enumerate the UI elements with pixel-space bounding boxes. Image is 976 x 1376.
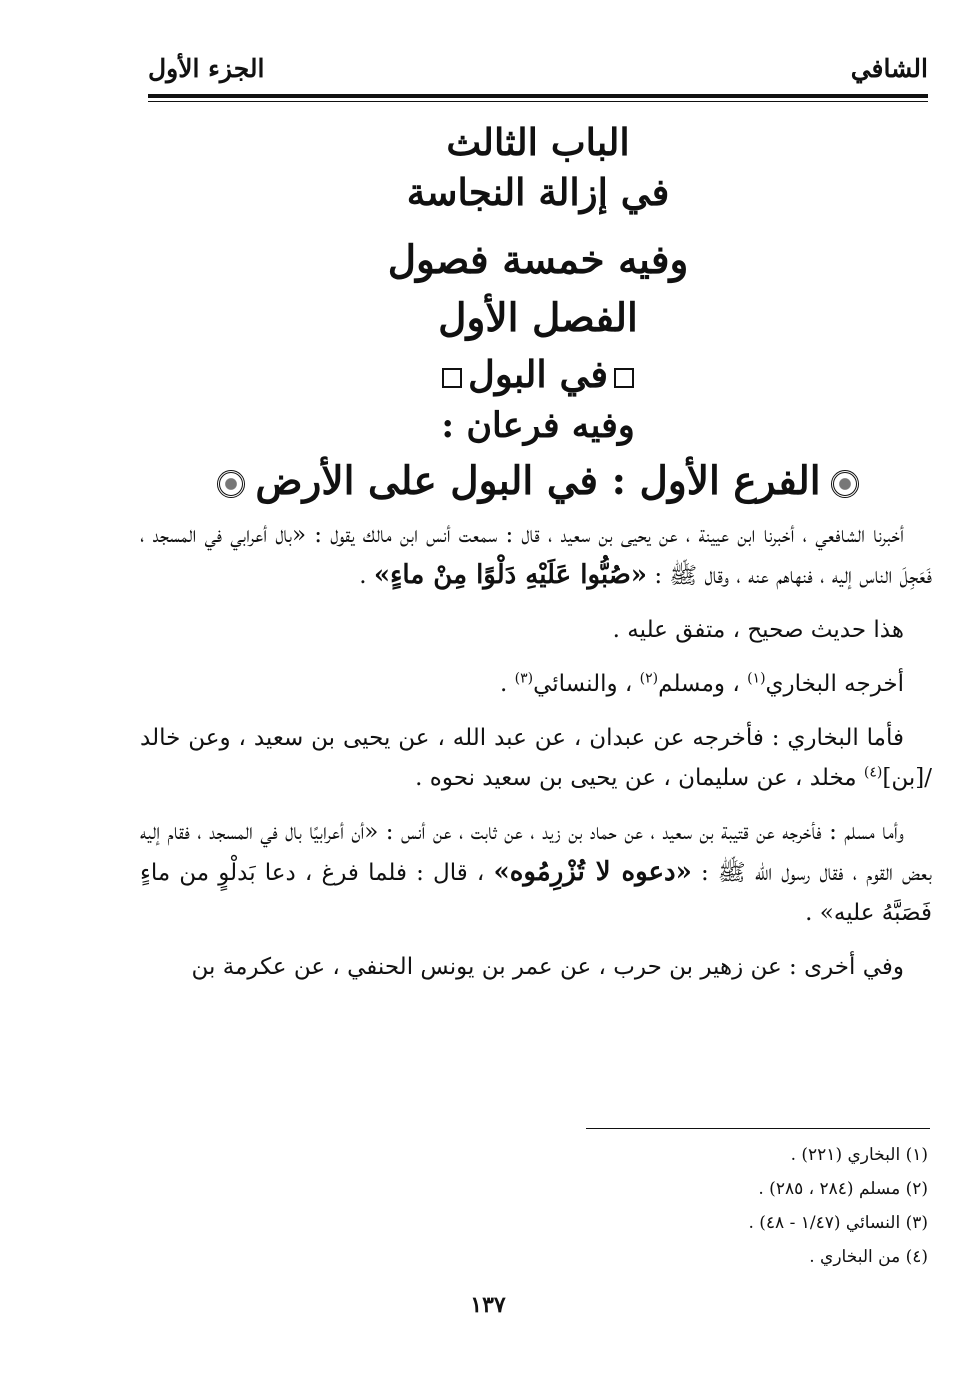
sections-count: وفيه خمسة فصول — [387, 237, 689, 283]
hadith-quote-2: «دعوه لا تُزْرِمُوه» — [493, 857, 692, 887]
paragraph-3 — [140, 664, 932, 704]
paragraph-4 — [140, 718, 932, 798]
p1-end: . — [359, 563, 374, 589]
footnotes — [400, 1138, 928, 1274]
footnote-rule — [586, 1128, 930, 1129]
square-ornament-icon — [442, 368, 462, 388]
p1-text: أخبرنا الشافعي ، أخبرنا ابن عيينة ، عن يحيى بن سعيد ، قال : سمعت أنس ابن مالك يقول : «بال أعرابي في المسجد ، فَعَجِلَ الناس إليه ، فنهاهم عنه ، وقال ﷺ : — [140, 522, 932, 589]
section-title: الفصل الأول — [438, 295, 638, 341]
p3-text-c: ، والنسائي — [533, 671, 640, 697]
section-subject-line — [148, 346, 928, 402]
page-number: ١٣٧ — [470, 1292, 506, 1318]
p4-text-b: مخلد ، عن سليمان ، عن يحيى بن سعيد نحوه . — [415, 765, 864, 791]
p5-text-b: ، قال : فلما فرغ ، دعا بَدلْوٍ من ماءٍ فَصَبَّهُ عليه» . — [140, 860, 932, 926]
flower-ornament-icon — [217, 470, 245, 498]
running-header — [148, 46, 928, 90]
footnote-ref-1[interactable]: (١) — [747, 670, 766, 687]
p5-text-a: وأما مسلم : فأخرجه عن قتيبة بن سعيد ، عن حماد بن زيد ، عن ثابت ، عن أنس : «أن أعرابيًا بال في المسجد ، فقام إليه بعض القوم ، فقال رسول الله ﷺ : — [140, 819, 932, 886]
chapter-subject: في إزالة النجاسة — [406, 170, 670, 214]
paragraph-6: وفي أخرى : عن زهير بن حرب ، عن عمر بن يونس الحنفي ، عن عكرمة بن — [191, 954, 904, 980]
header-rule-thick — [148, 94, 928, 98]
footnote-ref-3[interactable]: (٣) — [514, 670, 534, 687]
paragraph-2: هذا حديث صحيح ، متفق عليه . — [612, 617, 904, 643]
header-volume: الجزء الأول — [148, 53, 265, 83]
footnote-ref-4[interactable]: (٤) — [863, 764, 883, 781]
square-ornament-icon — [614, 368, 634, 388]
section-subject: في البول — [467, 352, 609, 396]
branches-count: وفيه فرعان : — [441, 405, 635, 446]
chapter-titles — [148, 118, 928, 512]
paragraph-1 — [140, 515, 932, 596]
p3-text-a: أخرجه البخاري — [765, 671, 904, 697]
p4-text-a: فأما البخاري : فأخرجه عن عبدان ، عن عبد الله ، عن يحيى بن سعيد ، وعن خالد /[بن] — [140, 725, 932, 791]
hadith-quote-1: «صُبُّوا عَلَيْهِ دَلْوًا مِنْ ماءٍ» — [373, 560, 648, 590]
footnote-4: (٤) من البخاري . — [809, 1247, 928, 1267]
chapter-title: الباب الثالث — [446, 120, 630, 164]
paragraph-5 — [140, 812, 932, 933]
flower-ornament-icon — [831, 470, 859, 498]
p3-text-d: . — [499, 671, 515, 697]
p3-text-b: ، ومسلم — [658, 671, 748, 697]
header-rule-thin — [148, 101, 928, 102]
footnote-1: (١) البخاري (٢٢١) . — [790, 1145, 928, 1165]
footnote-2: (٢) مسلم (٢٨٤ ، ٢٨٥) . — [758, 1179, 928, 1199]
footnote-3: (٣) النسائي (١/٤٧ - ٤٨) . — [748, 1213, 928, 1233]
main-text — [140, 515, 932, 1001]
branch-title: الفرع الأول : في البول على الأرض — [255, 458, 821, 504]
header-book-title: الشافي — [850, 53, 928, 83]
branch-title-line — [148, 450, 928, 512]
footnote-ref-2[interactable]: (٢) — [639, 670, 659, 687]
